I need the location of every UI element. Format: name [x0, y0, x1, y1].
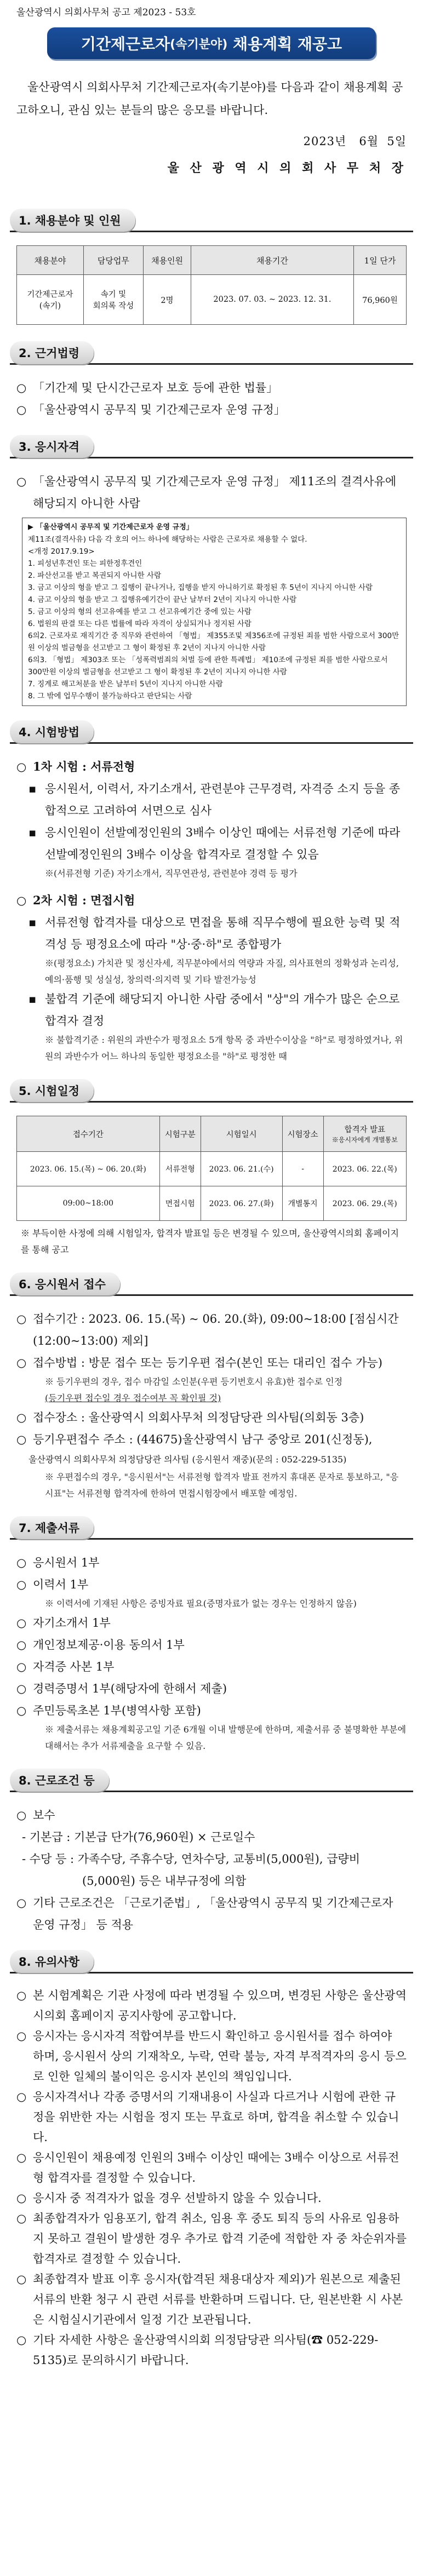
square-icon: ▪	[28, 826, 37, 839]
table-cell: 76,960원	[353, 275, 406, 325]
title-sub: (속기분야)	[170, 37, 228, 51]
table-cell: 2명	[144, 275, 191, 325]
list-item: ○ 개인정보제공·이용 동의서 1부	[16, 1634, 407, 1656]
circle-icon: ○	[16, 893, 27, 907]
recruit-table	[16, 245, 407, 325]
list-item: ○ 주민등록초본 1부(병역사항 포함)	[16, 1700, 407, 1722]
table-header: 시험구분	[159, 1116, 201, 1152]
circle-icon: ○	[16, 1660, 27, 1673]
circle-icon: ○	[16, 2212, 27, 2225]
schedule-table	[16, 1116, 407, 1221]
list-item: ○ 보수	[16, 1804, 407, 1826]
list-item: ▪ 불합격 기준에 해당되지 아니한 사람 중에서 "상"의 개수가 많은 순으로 합격자 결정	[16, 988, 407, 1032]
circle-icon: ○	[16, 1682, 27, 1695]
application-info	[16, 1308, 407, 1502]
circle-icon: ○	[16, 403, 27, 416]
document-list	[16, 1552, 407, 1754]
circle-icon: ○	[16, 1896, 27, 1909]
table-cell: 2023. 07. 03. ~ 2023. 12. 31.	[191, 275, 353, 325]
circle-icon: ○	[16, 1616, 27, 1630]
box-line: 7. 징계로 해고처분을 받은 날부터 5년이 지나지 아니한 사람	[28, 680, 223, 689]
note: ※(평정요소) 가치관 및 정신자세, 직무분야에서의 역량과 자질, 의사표현의 정확성과 논리성, 예의·품행 및 성실성, 창의력·의지력 및 기타 발전가능성	[45, 958, 399, 985]
list-item: ○ 최종합격자 발표 이후 응시자(합격된 채용대상자 제외)가 원본으로 제출된 서류의 반환 청구 시 관련 서류를 반환하며 드립니다. 단, 원본반환 시 사본은 시험실시기관에서 일정 기간 보관됩니다.	[16, 2269, 407, 2330]
circle-icon: ○	[16, 1411, 27, 1424]
square-icon: ▪	[28, 992, 37, 1006]
circle-icon: ○	[16, 475, 27, 488]
law-list	[16, 377, 407, 421]
list-item: ○ 접수기간 : 2023. 06. 15.(목) ~ 06. 20.(화), 09:00~18:00 [점심시간(12:00~13:00) 제외]	[16, 1308, 407, 1352]
circle-icon: ○	[16, 760, 27, 773]
table-cell: 개별통지	[282, 1186, 323, 1221]
table-cell: 2023. 06. 27.(화)	[201, 1186, 282, 1221]
list-item: ○ 2차 시험 : 면접시험	[16, 890, 407, 911]
regulation-box	[22, 518, 407, 706]
list-item: ○ 자기소개서 1부	[16, 1612, 407, 1634]
list-item: ○ 등기우편접수 주소 : (44675)울산광역시 남구 중앙로 201(신정동),	[16, 1428, 407, 1450]
table-cell: 2023. 06. 21.(수)	[201, 1152, 282, 1186]
box-line: 4. 금고 이상의 형을 받고 그 집행유예기간이 끝난 날부터 2년이 지나지 아니한 사람	[28, 595, 297, 604]
table-header: 접수기간	[17, 1116, 160, 1152]
page-title	[47, 27, 376, 59]
list-item: ○ 본 시험계획은 기관 사정에 따라 변경될 수 있으며, 변경된 사항은 울산광역시의회 홈페이지 공지사항에 공고합니다.	[16, 1986, 407, 2026]
table-cell: 속기 및 회의록 작성	[83, 275, 143, 325]
section-heading: 1. 채용분야 및 인원	[10, 209, 135, 232]
note: ※(서류전형 기준) 자기소개서, 직무연관성, 관련분야 경력 등 평가	[45, 868, 298, 879]
section-heading: 3. 응시자격	[10, 435, 94, 458]
list-item: ○ 응시자 중 적격자가 없을 경우 선발하지 않을 수 있습니다.	[16, 2188, 407, 2208]
section-heading: 8. 유의사항	[10, 1950, 94, 1973]
pay-allowance: - 수당 등 : 가족수당, 주휴수당, 연차수당, 교통비(5,000원), 급량비	[22, 1852, 361, 1866]
list-item: ▪ 응시원서, 이력서, 자기소개서, 관련분야 근무경력, 자격증 소지 등을 종합적으로 고려하여 서면으로 심사	[16, 778, 407, 822]
table-cell: 면접시험	[159, 1186, 201, 1221]
table-header: 1일 단가	[353, 246, 406, 275]
box-line: 2. 파산선고를 받고 복권되지 아니한 사람	[28, 571, 161, 580]
schedule-note: ※ 부득이한 사정에 의해 시험일자, 합격자 발표일 등은 변경될 수 있으며, 울산광역시의회 홈페이지를 통해 공고	[21, 1228, 399, 1255]
list-item: ○ 「울산광역시 공무직 및 기간제근로자 운영 규정」	[16, 399, 407, 421]
square-icon: ▪	[28, 782, 37, 795]
table-cell: 2023. 06. 29.(목)	[323, 1186, 406, 1221]
list-item: ○ 1차 시험 : 서류전형	[16, 756, 407, 778]
title-main-1: 기간제근로자	[81, 35, 170, 53]
section-heading: 5. 시험일정	[10, 1079, 94, 1102]
list-item: ○ 이력서 1부	[16, 1574, 407, 1596]
circle-icon: ○	[16, 2090, 27, 2103]
list-item: ○ 자격증 사본 1부	[16, 1656, 407, 1678]
table-cell: 2023. 06. 22.(목)	[323, 1152, 406, 1186]
list-item: ○ 경력증명서 1부(해당자에 한해서 제출)	[16, 1678, 407, 1700]
table-header: 시험일시	[201, 1116, 282, 1152]
issuer: 울 산 광 역 시 의 회 사 무 처 장	[167, 162, 407, 175]
pay-basic: - 기본급 : 기본급 단가(76,960원) × 근로일수	[22, 1831, 255, 1844]
list-item: ▪ 응시인원이 선발예정인원의 3배수 이상인 때에는 서류전형 기준에 따라 선발예정인원의 3배수 이상을 합격자로 결정할 수 있음	[16, 822, 407, 865]
circle-icon: ○	[16, 2273, 27, 2286]
circle-icon: ○	[16, 2151, 27, 2164]
box-line: 5. 금고 이상의 형의 선고유예를 받고 그 선고유예기간 중에 있는 사람	[28, 607, 251, 616]
list-item: ○ 최종합격자가 임용포기, 합격 취소, 임용 후 중도 퇴직 등의 사유로 임용하지 못하고 결원이 발생한 경우 추가로 합격 기준에 적합한 자 중 차순위자를 합격자로 결정할 수 있습니다.	[16, 2208, 407, 2269]
circle-icon: ○	[16, 1356, 27, 1369]
table-header: 시험장소	[282, 1116, 323, 1152]
box-line: 제11조(결격사유) 다음 각 호의 어느 하나에 해당하는 사람은 근로자로 채용할 수 없다.	[28, 535, 307, 544]
circle-icon: ○	[16, 1989, 27, 2002]
section-heading: 4. 시험방법	[10, 720, 94, 743]
notice-number: 울산광역시 의회사무처 공고 제2023 - 53호	[16, 7, 196, 18]
table-header: 채용기간	[191, 246, 353, 275]
square-icon: ▪	[28, 916, 37, 929]
box-line: 6. 법원의 판결 또는 다른 법률에 따라 자격이 상실되거나 정지된 사람	[28, 619, 251, 628]
circle-icon: ○	[16, 1312, 27, 1326]
note: ※ 이력서에 기재된 사항은 증빙자료 필요(증명자료가 없는 경우는 인정하지 않음)	[45, 1598, 357, 1609]
note: ※ 불합격기준 : 위원의 과반수가 평정요소 5개 항목 중 과반수이상을 "하"로 평정하였거나, 위원의 과반수가 어느 하나의 동일한 평정요소를 "하"로 평정한 때	[45, 1035, 403, 1062]
list-item: ○ 「기간제 및 단시간근로자 보호 등에 관한 법률」	[16, 377, 407, 399]
list-item: ○ 응시자격서나 각종 증명서의 기재내용이 사실과 다르거나 시험에 관한 규정을 위반한 자는 시험을 정지 또는 무효로 하며, 합격을 취소할 수 있습니다.	[16, 2087, 407, 2148]
circle-icon: ○	[16, 1556, 27, 1569]
list-item: ○ 응시원서 1부	[16, 1552, 407, 1574]
notice-date: 2023년 6월 5일	[303, 135, 407, 148]
circle-icon: ○	[16, 1809, 27, 1822]
list-item: ○ 「울산광역시 공무직 및 기간제근로자 운영 규정」 제11조의 결격사유에 해당되지 아니한 사람	[16, 471, 407, 514]
list-item: ○ 접수장소 : 울산광역시 의회사무처 의정담당관 의사팀(의회동 3층)	[16, 1407, 407, 1428]
box-line: <개정 2017.9.19>	[28, 547, 95, 556]
table-cell: 09:00~18:00	[17, 1186, 160, 1221]
circle-icon: ○	[16, 1433, 27, 1446]
circle-icon: ○	[16, 2029, 27, 2043]
address-line: 울산광역시 의회사무처 의정담당관 의사팀 (응시원서 재중)(문의 : 052-229-5135)	[28, 1454, 347, 1465]
box-line: 1. 피성년후견인 또는 피한정후견인	[28, 559, 142, 568]
intro-text: 울산광역시 의회사무처 기간제근로자(속기분야)를 다음과 같이 채용계획 공고하오니, 관심 있는 분들의 많은 응모를 바랍니다.	[16, 81, 403, 117]
note: ※ 등기우편의 경우, 접수 마감일 소인분(우편 등기번호시 유효)한 접수로 인정	[45, 1376, 343, 1387]
box-line: 6의3. 「형법」 제303조 또는 「성폭력범죄의 처벌 등에 관한 특례법」 제10조에 규정된 죄를 범한 사람으로서 300만원 이상의 벌금형을 선고받고 그 형이 확정된 후 2년이 지나지 아니한 사람	[28, 656, 388, 676]
box-line: 8. 그 밖에 업무수행이 불가능하다고 판단되는 사람	[28, 692, 192, 701]
circle-icon: ○	[16, 381, 27, 394]
circle-icon: ○	[16, 2333, 27, 2346]
box-line: 3. 금고 이상의 형을 받고 그 집행이 끝나거나, 집행을 받지 아니하기로 확정된 후 5년이 지나지 아니한 사람	[28, 583, 373, 592]
circle-icon: ○	[16, 2191, 27, 2205]
section-heading: 6. 응시원서 접수	[10, 1272, 120, 1295]
circle-icon: ○	[16, 1638, 27, 1651]
list-item: ○ 기타 근로조건은 「근로기준법」, 「울산광역시 공무직 및 기간제근로자 운영 규정」 등 적용	[16, 1892, 407, 1936]
table-cell: 기간제근로자 (속기)	[17, 275, 84, 325]
qualification	[16, 471, 407, 514]
table-header: 채용인원	[144, 246, 191, 275]
list-item: ○ 기타 자세한 사항은 울산광역시의회 의정담당관 의사팀(☎ 052-229-5135)로 문의하시기 바랍니다.	[16, 2330, 407, 2371]
caution-list	[16, 1986, 407, 2371]
circle-icon: ○	[16, 1578, 27, 1591]
box-title: ▶ 「울산광역시 공무직 및 기간제근로자 운영 규정」	[28, 523, 193, 531]
section-heading: 7. 제출서류	[10, 1516, 94, 1539]
list-item: ○ 접수방법 : 방문 접수 또는 등기우편 접수(본인 또는 대리인 접수 가능)	[16, 1352, 407, 1374]
table-cell: 서류전형	[159, 1152, 201, 1186]
exam-method	[16, 756, 407, 1065]
conditions	[16, 1804, 407, 1936]
note: ※ 우편접수의 경우, "응시원서"는 서류전형 합격자 발표 전까지 휴대폰 문자로 통보하고, "응시표"는 서류전형 합격자에 한하여 면접시험장에서 배포할 예정임.	[45, 1472, 399, 1499]
circle-icon: ○	[16, 1704, 27, 1717]
note: (등기우편 접수일 경우 접수여부 꼭 확인필 것)	[45, 1393, 221, 1403]
list-item: ○ 응시인원이 채용예정 인원의 3배수 이상인 때에는 3배수 이상으로 서류전형 합격자를 결정할 수 있습니다.	[16, 2148, 407, 2188]
note: ※ 제출서류는 채용계획공고일 기준 6개월 이내 발행문에 한하며, 제출서류 중 불명확한 부분에 대해서는 추가 서류제출을 요구할 수 있음.	[45, 1724, 407, 1751]
table-cell: 2023. 06. 15.(목) ~ 06. 20.(화)	[17, 1152, 160, 1186]
table-header: 담당업무	[83, 246, 143, 275]
section-heading: 2. 근거법령	[10, 341, 94, 364]
title-main-2: 채용계획 재공고	[227, 35, 342, 53]
table-header: 채용분야	[17, 246, 84, 275]
table-header: 합격자 발표 ※응시자에게 개별통보	[323, 1116, 406, 1152]
list-item: ○ 응시자는 응시자격 적합여부를 반드시 확인하고 응시원서를 접수 하여야 하며, 응시원서 상의 기재착오, 누락, 연락 불능, 자격 부적격자의 응시 등으로 인한 일체의 불이익은 응시자 본인의 책임입니다.	[16, 2026, 407, 2087]
pay-allowance-2: (5,000원) 등은 내부규정에 의함	[82, 1874, 247, 1887]
table-cell: -	[282, 1152, 323, 1186]
box-line: 6의2. 근로자로 재직기간 중 직무와 관련하여 「형법」 제355조및 제356조에 규정된 죄를 범한 사람으로서 300만원 이상의 벌금형을 선고받고 그 형이 확정된 후 2년이 지나지 아니한 사람	[28, 632, 399, 652]
list-item: ▪ 서류전형 합격자를 대상으로 면접을 통해 직무수행에 필요한 능력 및 적격성 등 평정요소에 따라 "상·중·하"로 종합평가	[16, 911, 407, 955]
section-heading: 8. 근로조건 등	[10, 1769, 109, 1792]
